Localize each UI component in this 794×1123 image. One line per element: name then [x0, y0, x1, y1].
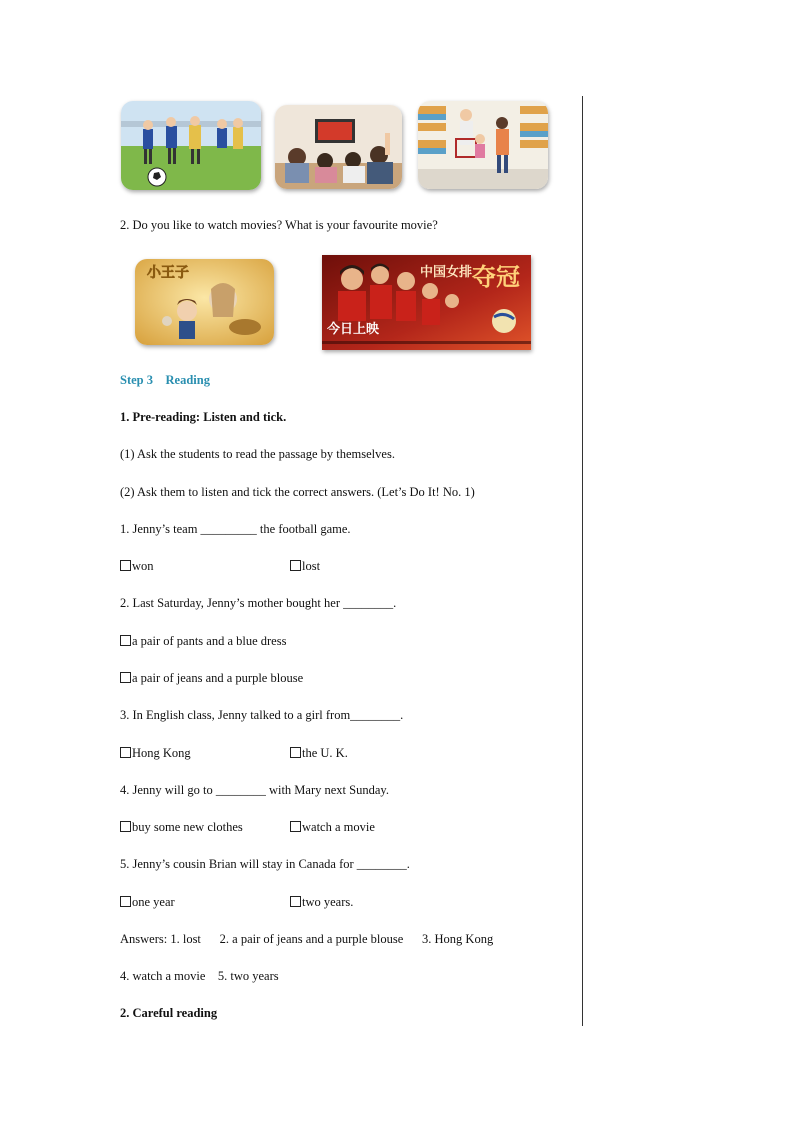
option-label: buy some new clothes	[132, 820, 243, 834]
checkbox-icon	[120, 635, 131, 646]
checkbox-icon	[290, 821, 301, 832]
option-jeans-blouse[interactable]	[120, 671, 303, 686]
checkbox-icon	[290, 747, 301, 758]
little-prince-title: 小王子	[147, 265, 189, 281]
little-prince-poster	[135, 259, 274, 345]
question-3-options	[120, 746, 520, 761]
option-pants-dress[interactable]	[120, 634, 286, 649]
question-1-text: 1. Jenny’s team _________ the football game.	[120, 522, 351, 536]
leap-poster-title-big: 夺冠	[472, 263, 520, 291]
option-buy-clothes[interactable]	[120, 820, 243, 834]
question-5-options	[120, 895, 520, 910]
checkbox-icon	[120, 560, 131, 571]
option-uk[interactable]	[290, 746, 348, 761]
option-label: a pair of jeans and a purple blouse	[132, 671, 304, 685]
question-5-text: 5. Jenny’s cousin Brian will stay in Canada for ________.	[120, 857, 410, 871]
option-two-years[interactable]	[290, 895, 353, 910]
tv-watching-photo	[275, 105, 402, 189]
option-label: a pair of pants and a blue dress	[132, 634, 287, 648]
question-1-options	[120, 559, 520, 574]
football-photo	[121, 101, 261, 190]
checkbox-icon	[120, 672, 131, 683]
option-label: two years.	[302, 895, 354, 909]
leap-poster	[322, 255, 531, 350]
step-heading	[120, 373, 210, 388]
question-4-text: 4. Jenny will go to ________ with Mary next Sunday.	[120, 783, 389, 797]
option-won[interactable]	[120, 559, 154, 573]
instruction-1: (1) Ask the students to read the passage by themselves.	[120, 447, 395, 461]
prereading-heading: 1. Pre-reading: Listen and tick.	[120, 410, 287, 424]
option-label: the U. K.	[302, 746, 348, 760]
question-3-text: 3. In English class, Jenny talked to a girl from________.	[120, 708, 404, 722]
option-label: Hong Kong	[132, 746, 191, 760]
option-label: one year	[132, 895, 175, 909]
checkbox-icon	[120, 747, 131, 758]
option-hong-kong[interactable]	[120, 746, 191, 760]
step-title: Reading	[165, 373, 210, 387]
answers-line-1: Answers: 1. lost 2. a pair of jeans and a purple blouse 3. Hong Kong	[120, 932, 494, 946]
option-label: won	[132, 559, 154, 573]
careful-reading-heading: 2. Careful reading	[120, 1006, 218, 1020]
option-label: lost	[302, 559, 321, 573]
question-2-text: 2. Last Saturday, Jenny’s mother bought her ________.	[120, 596, 397, 610]
option-lost[interactable]	[290, 559, 320, 574]
leap-poster-title: 中国女排	[420, 265, 473, 280]
checkbox-icon	[120, 821, 131, 832]
option-one-year[interactable]	[120, 895, 175, 909]
option-label: watch a movie	[302, 820, 375, 834]
checkbox-icon	[120, 896, 131, 907]
answers-line-2: 4. watch a movie 5. two years	[120, 969, 279, 983]
supermarket-photo	[418, 101, 548, 189]
instruction-2: (2) Ask them to listen and tick the correct answers. (Let’s Do It! No. 1)	[120, 485, 475, 499]
step-label: Step 3	[120, 373, 153, 387]
checkbox-icon	[290, 896, 301, 907]
leap-poster-release: 今日上映	[327, 322, 380, 337]
checkbox-icon	[290, 560, 301, 571]
option-watch-movie[interactable]	[290, 820, 375, 835]
question-4-options	[120, 820, 520, 835]
question-2: 2. Do you like to watch movies? What is your favourite movie?	[120, 218, 438, 232]
margin-rule	[582, 96, 583, 1026]
